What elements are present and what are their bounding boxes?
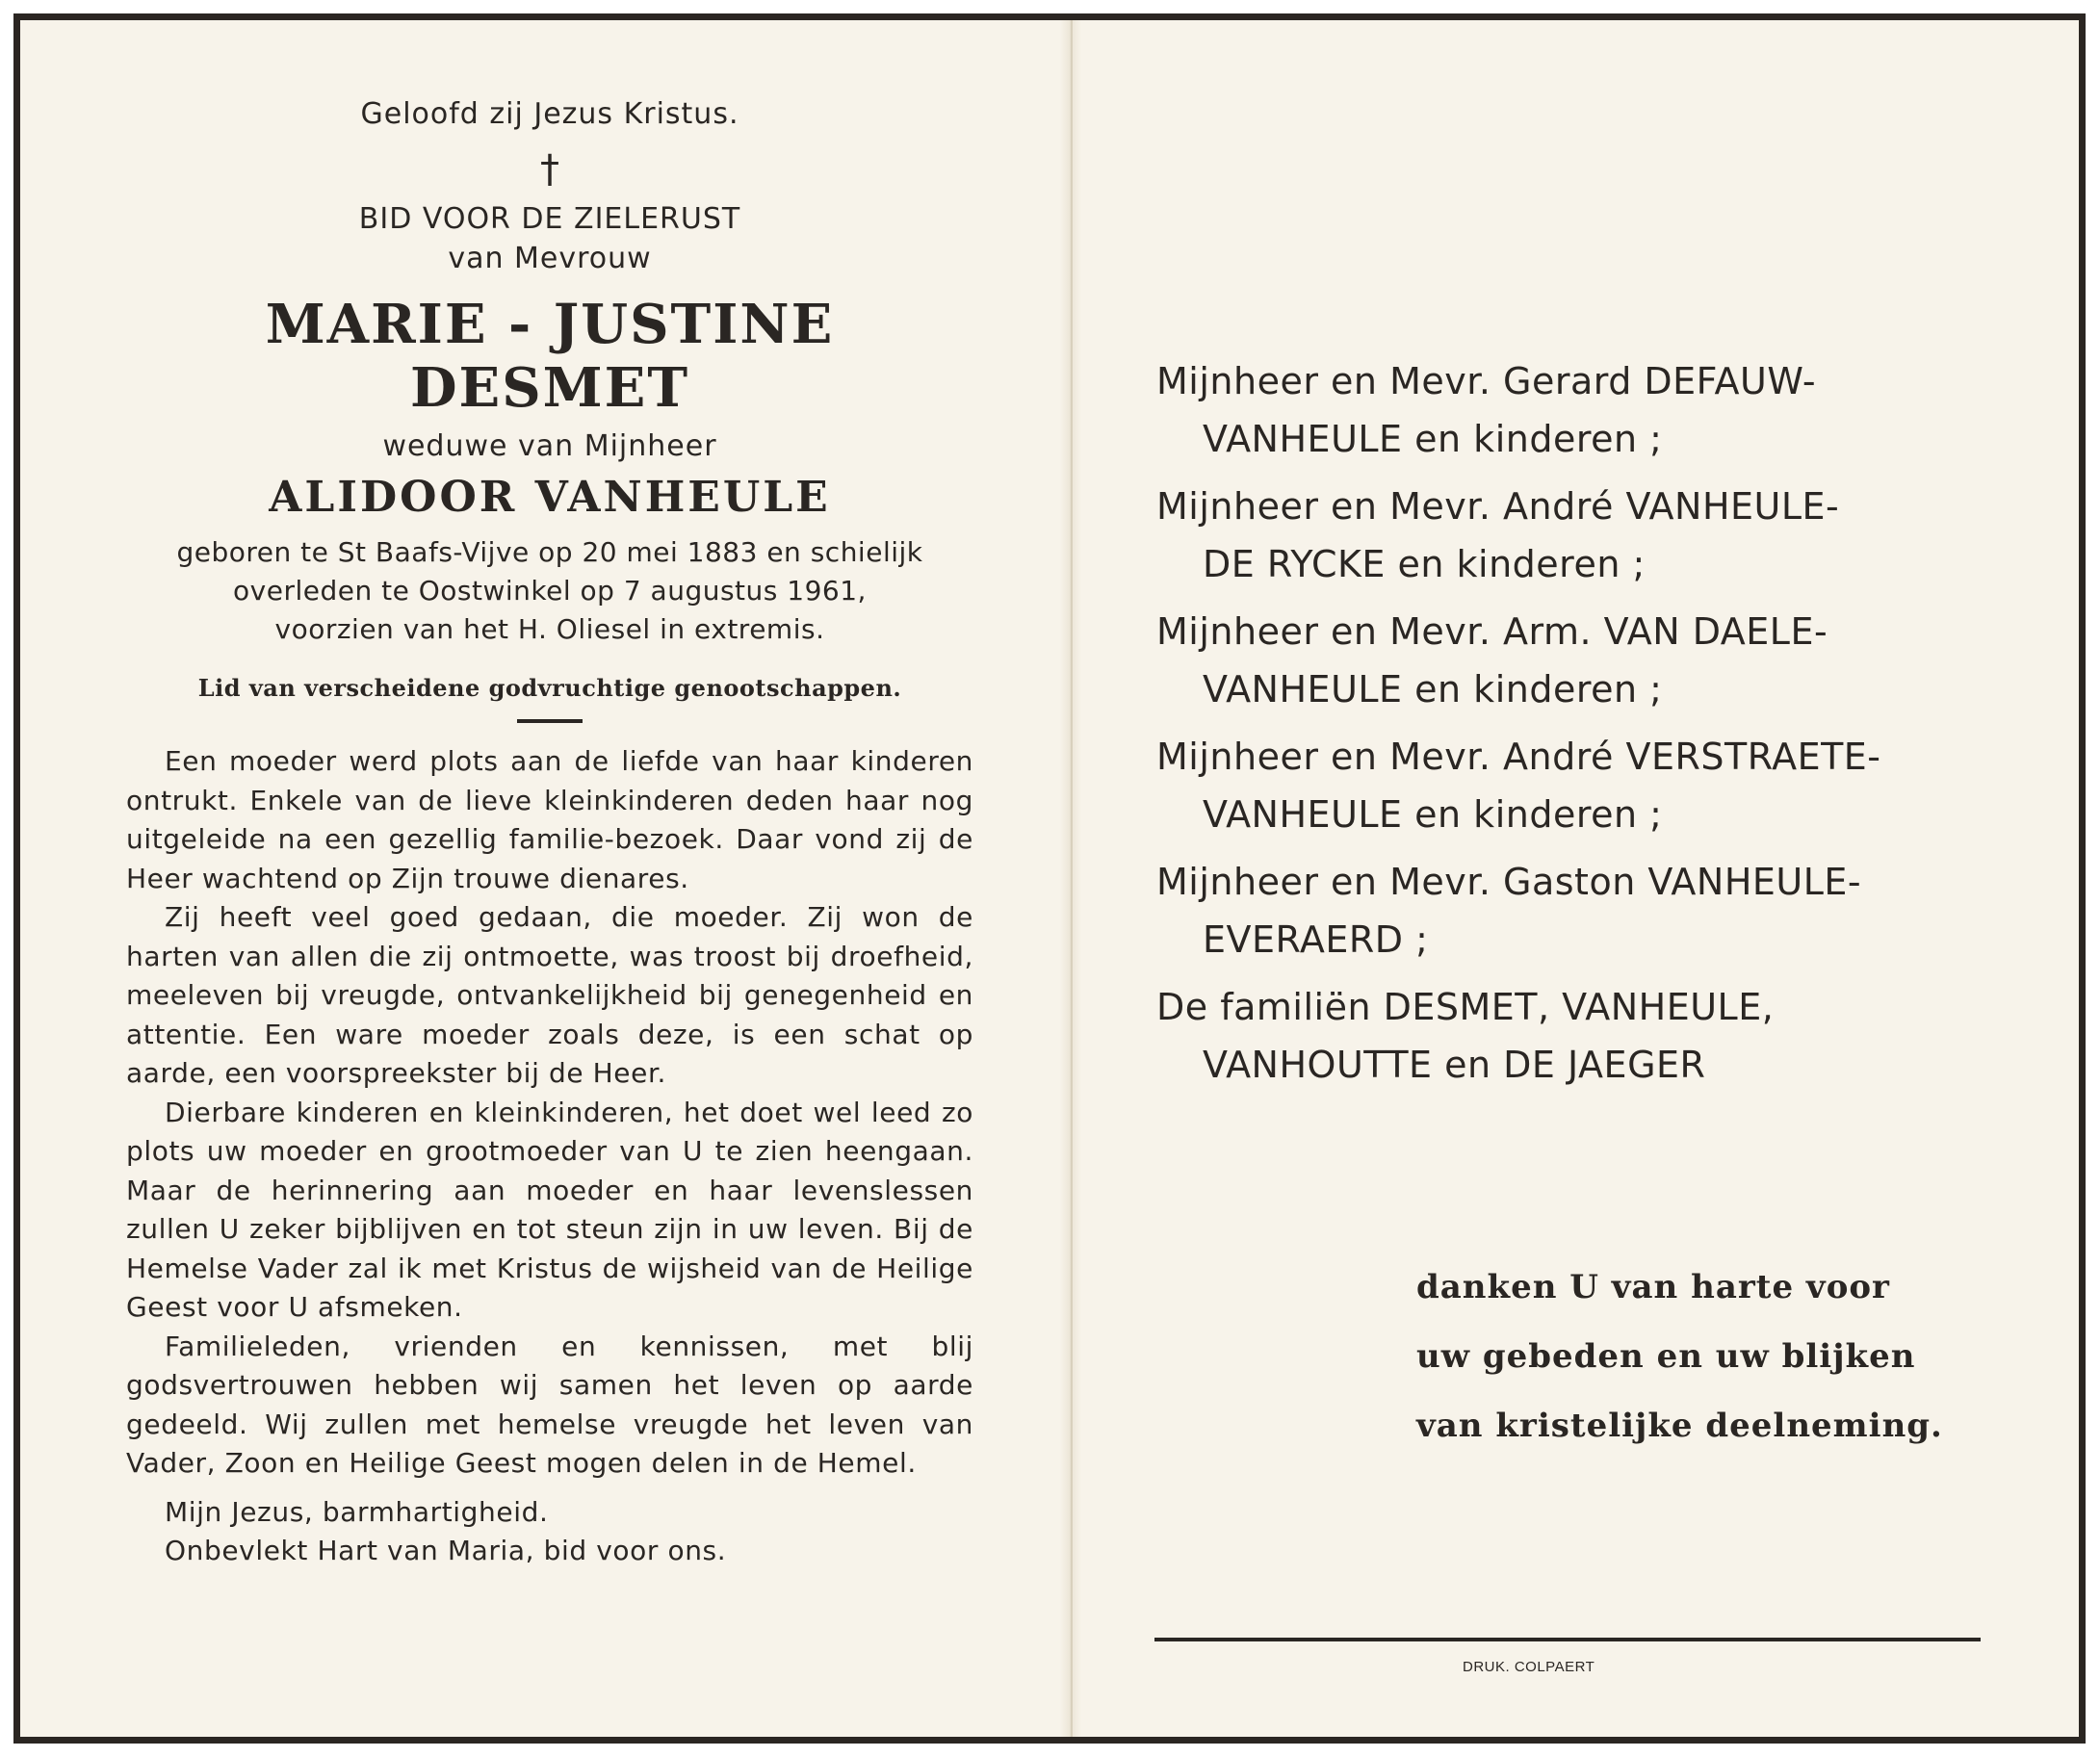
family-entry [1156,352,2004,468]
family-entry [1156,978,2004,1094]
family-line: Mijnheer en Mevr. Arm. VAN DAELE- [1156,610,1828,653]
fold-crease [1071,20,1073,1737]
family-entry [1156,603,2004,718]
family-line: DE RYCKE en kinderen ; [1203,543,1646,585]
eulogy-paragraph: Zij heeft veel goed gedaan, die moeder. Zij won de harten van allen die zij ontmoette, was troost bij droefheid, meeleven bij vreugde, ontvankelijkheid bij genegenheid en attentie. Een ware moeder zoals deze, is een schat op aarde, een voorspreekster bij de Heer. [126,901,973,1089]
thanks-line: danken U van harte voor [1416,1268,1890,1306]
bottom-divider [1154,1638,1981,1641]
prayer-line: Onbevlekt Hart van Maria, bid voor ons. [165,1534,727,1566]
family-line: Mijnheer en Mevr. André VANHEULE- [1156,485,1840,528]
family-entry [1156,478,2004,593]
thanks-note [1416,1253,1943,1460]
family-line: De familiën DESMET, VANHEULE, [1156,986,1775,1028]
left-panel [126,88,973,1570]
family-line: Mijnheer en Mevr. André VERSTRAETE- [1156,736,1881,778]
divider [517,719,583,723]
cross-icon: † [540,147,559,192]
family-line: VANHEULE en kinderen ; [1203,668,1663,711]
family-entry [1156,853,2004,969]
closing-prayers [126,1493,973,1570]
widow-of: weduwe van Mijnheer [382,429,717,463]
life-dates-line: geboren te St Baafs-Vijve op 20 mei 1883 en schielijk [176,536,923,568]
prayer-line: Mijn Jezus, barmhartigheid. [165,1495,549,1528]
family-line: VANHEULE en kinderen ; [1203,418,1663,460]
eulogy-text [126,742,973,1484]
greeting: Geloofd zij Jezus Kristus. [360,97,739,131]
deceased-name: MARIE - JUSTINE DESMET [265,293,835,420]
thanks-line: van kristelijke deelneming. [1416,1407,1943,1445]
prayer-request: BID VOOR DE ZIELERUST [358,202,741,236]
printer-credit: DRUK. COLPAERT [1463,1659,1595,1675]
life-dates-line: overleden te Oostwinkel op 7 augustus 1961, [233,575,867,607]
eulogy-paragraph: Familieleden, vrienden en kennissen, met blij godsvertrouwen hebben wij samen het leven op aarde gedeeld. Wij zullen met hemelse vreugde het leven van Vader, Zoon en Heilige Geest mogen delen in de Hemel. [126,1330,973,1479]
life-dates-line: voorzien van het H. Oliesel in extremis. [274,613,825,645]
family-line: EVERAERD ; [1203,918,1429,961]
thanks-line: uw gebeden en uw blijken [1416,1337,1916,1376]
membership: Lid van verscheidene godvruchtige genootschappen. [197,674,902,702]
spouse-name: ALIDOOR VANHEULE [269,473,831,522]
family-line: VANHOUTTE en DE JAEGER [1203,1044,1706,1086]
life-dates [126,533,973,649]
family-line: Mijnheer en Mevr. Gaston VANHEULE- [1156,861,1862,903]
memorial-card [13,13,2086,1744]
right-panel [1156,352,2004,1103]
family-line: VANHEULE en kinderen ; [1203,793,1663,836]
eulogy-paragraph: Een moeder werd plots aan de liefde van haar kinderen ontrukt. Enkele van de lieve kleinkinderen deden haar nog uitgeleide na een gezellig familie-bezoek. Daar vond zij de Heer wachtend op Zijn trouwe dienares. [126,745,973,894]
honorific: van Mevrouw [448,242,652,275]
family-entry [1156,728,2004,843]
eulogy-paragraph: Dierbare kinderen en kleinkinderen, het doet wel leed zo plots uw moeder en grootmoeder van U te zien heengaan. Maar de herinnering aan moeder en haar levenslessen zullen U zeker bijblijven en tot steun zijn in uw leven. Bij de Hemelse Vader zal ik met Kristus de wijsheid van de Heilige Geest voor U afsmeken. [126,1096,973,1323]
family-line: Mijnheer en Mevr. Gerard DEFAUW- [1156,360,1817,402]
